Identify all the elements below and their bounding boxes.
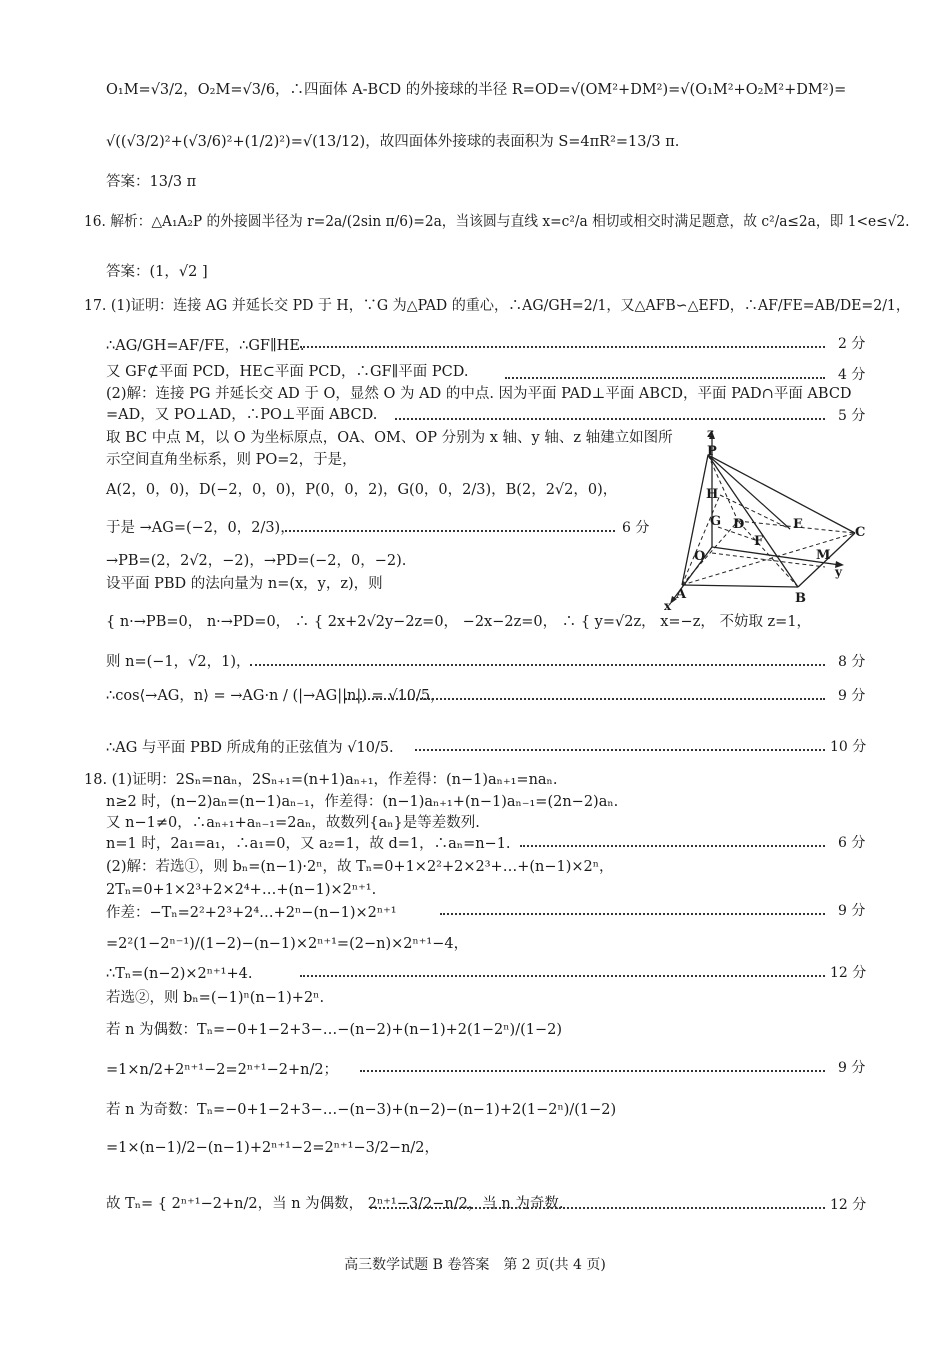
text-line: ∴AG 与平面 PBD 所成角的正弦值为 √10/5. [106, 740, 394, 756]
text-line: 2Tₙ=0+1×2³+2×2⁴+…+(n−1)×2ⁿ⁺¹. [106, 882, 377, 898]
dot-leader [345, 698, 825, 700]
figure-label-z: z [707, 426, 714, 440]
text-line: n≥2 时，(n−2)aₙ=(n−1)aₙ₋₁，作差得：(n−1)aₙ₊₁+(n−1)aₙ₋₁=(2n−2)aₙ. [106, 794, 619, 810]
text-line: 若选②，则 bₙ=(−1)ⁿ(n−1)+2ⁿ. [106, 990, 325, 1006]
score-points: 12 分 [830, 965, 867, 981]
score-points: 8 分 [838, 654, 866, 670]
dot-leader [440, 913, 825, 915]
dot-leader [395, 418, 825, 420]
text-line: √((√3/2)²+(√3/6)²+(1/2)²)=√(13/12)，故四面体外接球的表面积为 S=4πR²=13/3 π. [106, 134, 680, 150]
score-points: 5 分 [838, 408, 866, 424]
answer-line: 答案：(1，√2 ] [106, 264, 208, 280]
answer-line: 答案：13/3 π [106, 174, 197, 190]
figure-label-P: P [707, 444, 717, 459]
edge-PB [708, 455, 798, 587]
figure-label-x: x [664, 599, 672, 613]
dot-leader [300, 346, 825, 348]
page-footer: 高三数学试题 B 卷答案 第 2 页(共 4 页) [344, 1257, 606, 1273]
text-line: =1×(n−1)/2−(n−1)+2ⁿ⁺¹−2=2ⁿ⁺¹−3/2−n/2， [106, 1140, 440, 1156]
dot-leader [360, 1070, 825, 1072]
text-line: 取 BC 中点 M，以 O 为坐标原点，OA、OM、OP 分别为 x 轴、y 轴、z 轴建立如图所 [106, 430, 673, 446]
text-line: O₁M=√3/2，O₂M=√3/6，∴四面体 A-BCD 的外接球的半径 R=OD=√(OM²+DM²)=√(O₁M²+O₂M²+DM²)= [106, 82, 847, 98]
dot-leader [415, 749, 825, 751]
dot-leader [520, 845, 825, 847]
figure-label-M: M [816, 548, 831, 563]
figure-label-G: G [710, 514, 722, 529]
edge-BD [738, 521, 798, 587]
text-line: ∴cos⟨→AG，n⟩ = →AG·n / (|→AG||n|) = √10/5， [106, 688, 445, 704]
figure-label-F: F [754, 534, 764, 549]
score-points: 10 分 [830, 739, 867, 755]
figure-label-y: y [835, 565, 842, 579]
text-line: →PB=(2，2√2，−2)，→PD=(−2，0，−2). [106, 553, 407, 569]
figure-label-C: C [855, 525, 866, 540]
text-line: 设平面 PBD 的法向量为 n=(x，y，z)，则 [106, 576, 383, 592]
figure-label-O: O [694, 549, 706, 564]
text-line: =AD，又 PO⊥AD，∴PO⊥平面 ABCD. [106, 407, 378, 423]
dot-leader [250, 664, 825, 666]
q18-line: 18. (1)证明：2Sₙ=naₙ，2Sₙ₊₁=(n+1)aₙ₊₁，作差得：(n−1)aₙ₊₁=naₙ. [84, 772, 558, 788]
dot-leader [285, 530, 615, 532]
score-points: 9 分 [838, 1060, 866, 1076]
text-line: =2²(1−2ⁿ⁻¹)/(1−2)−(n−1)×2ⁿ⁺¹=(2−n)×2ⁿ⁺¹−4， [106, 936, 469, 952]
text-line: 又 n−1≠0，∴aₙ₊₁+aₙ₋₁=2aₙ，故数列{aₙ}是等差数列. [106, 815, 480, 831]
score-points: 6 分 [622, 520, 650, 536]
text-line: =1×n/2+2ⁿ⁺¹−2=2ⁿ⁺¹−2+n/2； [106, 1062, 339, 1078]
text-line: 于是 →AG=(−2，0，2/3)， [106, 520, 295, 536]
edge-AH [682, 495, 720, 585]
dot-leader [505, 377, 825, 379]
text-line: 作差：−Tₙ=2²+2³+2⁴…+2ⁿ−(n−1)×2ⁿ⁺¹ [106, 905, 397, 921]
text-line: 又 GF⊄平面 PCD，HE⊂平面 PCD，∴GF∥平面 PCD. [106, 364, 469, 380]
text-line: (2)解：连接 PG 并延长交 AD 于 O，显然 O 为 AD 的中点. 因为平面 PAD⊥平面 ABCD，平面 PAD∩平面 ABCD [106, 386, 852, 402]
figure-label-E: E [793, 517, 803, 532]
score-points: 6 分 [838, 835, 866, 851]
text-line: { n·→PB=0， n·→PD=0， ∴ { 2x+2√2y−2z=0， −2x−2z=0， ∴ { y=√2z， x=−z， 不妨取 z=1， [106, 614, 812, 630]
pyramid-figure [660, 425, 875, 615]
text-line: n=1 时，2a₁=a₁，∴a₁=0，又 a₂=1，故 d=1，∴aₙ=n−1. [106, 836, 511, 852]
figure-label-H: H [706, 487, 719, 502]
text-line: ∴AG/GH=AF/FE，∴GF∥HE. [106, 338, 305, 354]
score-points: 9 分 [838, 903, 866, 919]
text-line: 故 Tₙ= { 2ⁿ⁺¹−2+n/2，当 n 为偶数， 2ⁿ⁺¹−3/2−n/2，当 n 为奇数. [106, 1196, 564, 1212]
figure-label-D: D [733, 517, 745, 532]
figure-label-B: B [795, 591, 806, 606]
text-line: 则 n=(−1，√2，1)， [106, 654, 251, 670]
dot-leader [300, 975, 825, 977]
q16-line: 16. 解析：△A₁A₂P 的外接圆半径为 r=2a/(2sin π/6)=2a，当该圆与直线 x=c²/a 相切或相交时满足题意，故 c²/a≤2a，即 1<e≤√2. [84, 214, 910, 230]
text-line: 若 n 为奇数：Tₙ=−0+1−2+3−…−(n−3)+(n−2)−(n−1)+2(1−2ⁿ)/(1−2) [106, 1102, 617, 1118]
dot-leader [370, 1207, 825, 1209]
text-line: A(2，0，0)，D(−2，0，0)，P(0，0，2)，G(0，0，2/3)，B(2，2√2，0)， [106, 482, 618, 498]
score-points: 12 分 [830, 1197, 867, 1213]
text-line: (2)解：若选①，则 bₙ=(n−1)·2ⁿ，故 Tₙ=0+1×2²+2×2³+…+(n−1)×2ⁿ， [106, 859, 614, 875]
text-line: 若 n 为偶数：Tₙ=−0+1−2+3−…−(n−2)+(n−1)+2(1−2ⁿ)/(1−2) [106, 1022, 563, 1038]
figure-label-A: A [676, 587, 687, 602]
edge-AB [682, 585, 798, 587]
score-points: 9 分 [838, 688, 866, 704]
score-points: 4 分 [838, 367, 866, 383]
score-points: 2 分 [838, 336, 866, 352]
text-line: ∴Tₙ=(n−2)×2ⁿ⁺¹+4. [106, 966, 253, 982]
q17-line: 17. (1)证明：连接 AG 并延长交 PD 于 H，∵G 为△PAD 的重心，∴AG/GH=2/1，又△AFB∽△EFD，∴AF/FE=AB/DE=2/1， [84, 298, 911, 314]
text-line: 示空间直角坐标系，则 PO=2，于是， [106, 452, 357, 468]
